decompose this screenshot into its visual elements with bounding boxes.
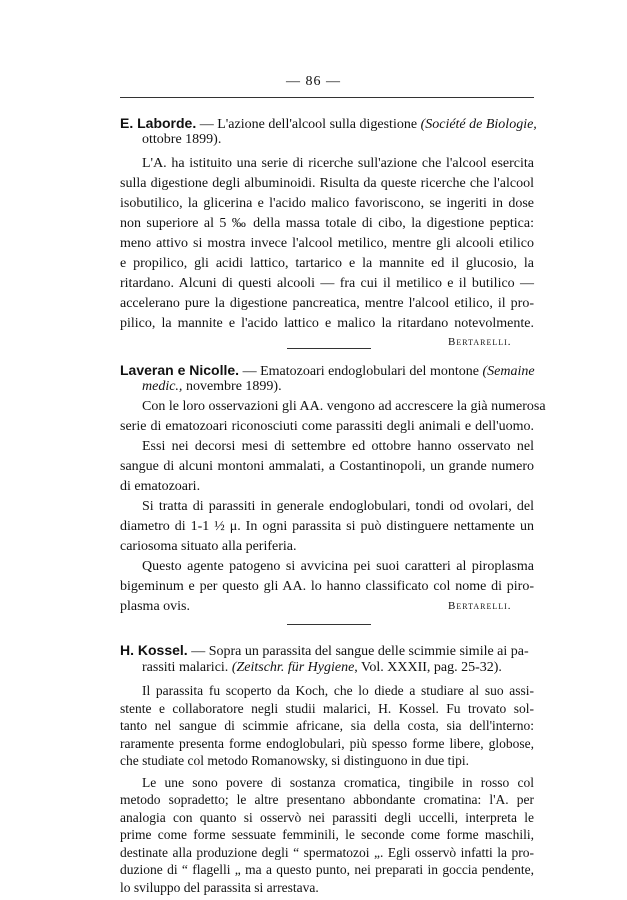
body-line: di ematozoari.: [120, 479, 201, 494]
body-line: raramente presenta forme endoglobulari, più spesso forme libere, globose,: [120, 735, 534, 751]
entry-author: H. Kossel.: [120, 642, 188, 658]
body-line: Con le loro osservazioni gli AA. vengono ad accrescere la già numerosa: [142, 399, 546, 414]
entry-source: (Société de Biologie,: [420, 117, 537, 132]
body-line: lo sviluppo del parassita si arrestava.: [120, 879, 319, 895]
body-line: plasma ovis.: [120, 599, 190, 614]
signature: Bertarelli.: [448, 336, 512, 348]
entry-title: — Ematozoari endoglobulari del montone: [242, 364, 479, 379]
body-line: sangue di alcuni montoni ammalati, a Costantinopoli, un grande numero: [120, 459, 534, 474]
body-line: bigeminum e per questo gli AA. lo hanno classificato col nome di piro-: [120, 579, 534, 594]
separator: [287, 624, 371, 625]
body-line: Essi nei decorsi mesi di settembre ed ottobre hanno osservato nel: [142, 439, 534, 454]
separator: [287, 348, 371, 349]
page-number: — 86 —: [286, 74, 341, 89]
body-line: metodo sopradetto; le altre presentano abbondante cromatina: l'A. per: [120, 792, 534, 807]
entry-title-cont: ottobre 1899).: [142, 132, 222, 147]
body-line: cariosoma situato alla periferia.: [120, 539, 297, 554]
body-line: accelerano pure la digestione pancreatica, mentre l'alcool etilico, il pro-: [120, 296, 534, 311]
body-line: Questo agente patogeno si avvicina pei suoi caratteri al piroplasma: [142, 559, 534, 574]
entry-title-cont: novembre 1899).: [185, 379, 282, 394]
body-line: destinate alla produzione degli “ spermatozoi „. Egli osservò infatti la pro-: [120, 844, 534, 860]
entry-source: (Zeitschr. für Hygiene: [231, 660, 355, 675]
body-line: prime come forme sessuate femminili, le seconde come forme maschili,: [120, 827, 534, 842]
entry-source: (Semaine: [482, 364, 535, 379]
body-line: stente e collaboratore negli studii malarici, H. Kossel. Fu trovato sol-: [120, 700, 534, 716]
body-line: duzione di “ flagelli „ ma a questo punto, nei preparati in goccia pendente,: [120, 862, 534, 877]
body-line: isobutilico, la glicerina e l'acido malico favoriscono, se ingeriti in dose: [120, 196, 534, 211]
signature: Bertarelli.: [448, 600, 512, 612]
body-line: non superiore al 5 ‰ della massa totale di cibo, la digestione peptica:: [120, 216, 534, 231]
body-line: ritardano. Alcuni di questi alcooli — fra cui il metilico e il butilico —: [120, 276, 534, 291]
body-line: diametro di 1-1 ½ μ. In ogni parassita si può distinguere nettamente un: [120, 519, 534, 534]
entry-title: — Sopra un parassita del sangue delle scimmie simile ai pa-: [191, 644, 529, 659]
body-line: Le une sono povere di sostanza cromatica, tingibile in rosso col: [142, 774, 534, 790]
body-line: Si tratta di parassiti in generale endoglobulari, tondi od ovolari, del: [142, 499, 534, 514]
body-line: che studiate col metodo Romanowsky, si distinguono in due tipi.: [120, 753, 469, 768]
entry-author: E. Laborde.: [120, 115, 197, 131]
header-rule: [120, 97, 534, 98]
body-line: L'A. ha istituito una serie di ricerche sull'azione che l'alcool esercita: [142, 156, 534, 171]
entry-title-tail: , Vol. XXXII, pag. 25-32).: [354, 660, 502, 675]
entry-title: — L'azione dell'alcool sulla digestione: [199, 117, 418, 132]
body-line: tanto nel sangue di scimmie africane, sia della costa, sia dell'interno:: [120, 718, 534, 733]
entry-title-cont: rassiti malarici.: [142, 660, 229, 675]
body-line: Il parassita fu scoperto da Koch, che lo diede a studiare al suo assi-: [142, 683, 534, 698]
body-line: analogia con quanto si osservò nei parassiti degli uccelli, interpreta le: [120, 809, 534, 825]
body-line: pilico, la mannite e l'acido lattico e malico la ritardano notevolmente.: [120, 316, 534, 331]
body-line: serie di ematozoari riconosciuti come parassiti degli animali e dell'uomo.: [120, 419, 534, 434]
body-line: meno attivo si mostra invece l'alcool metilico, mentre gli alcooli etilico: [120, 236, 534, 251]
entry-author: Laveran e Nicolle.: [120, 362, 240, 378]
body-line: sulla digestione degli albuminoidi. Risulta da queste ricerche che l'alcool: [120, 176, 534, 191]
entry-source-cont: medic.,: [142, 379, 183, 394]
body-line: e propilico, gli acidi lattico, tartarico e la mannite ed il glucosio, la: [120, 256, 534, 271]
